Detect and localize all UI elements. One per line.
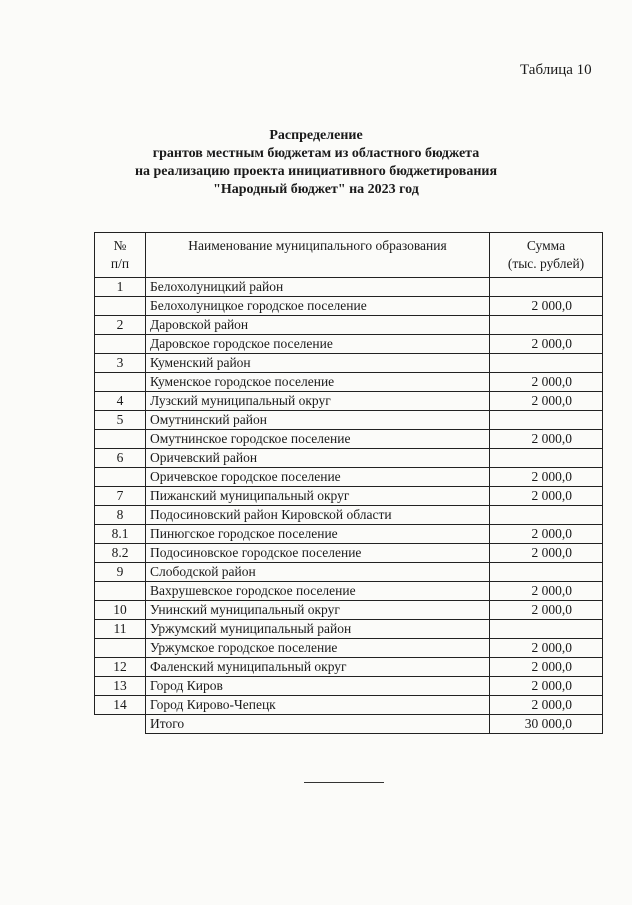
row-sum xyxy=(490,278,603,297)
table-row xyxy=(95,658,603,677)
row-number xyxy=(95,639,146,658)
document-title xyxy=(0,127,632,199)
row-number xyxy=(95,297,146,316)
row-name: Омутнинское городское поселение xyxy=(146,430,490,449)
row-name: Лузский муниципальный округ xyxy=(146,392,490,411)
row-name: Пижанский муниципальный округ xyxy=(146,487,490,506)
table-row xyxy=(95,335,603,354)
row-number: 8.2 xyxy=(95,544,146,563)
row-sum: 2 000,0 xyxy=(490,582,603,601)
table-header-row xyxy=(95,233,603,278)
row-number xyxy=(95,468,146,487)
row-name: Город Киров xyxy=(146,677,490,696)
row-sum: 2 000,0 xyxy=(490,544,603,563)
row-name: Белохолуницкий район xyxy=(146,278,490,297)
row-name: Пинюгское городское поселение xyxy=(146,525,490,544)
total-label: Итого xyxy=(146,715,490,734)
table-row xyxy=(95,392,603,411)
row-name: Даровской район xyxy=(146,316,490,335)
row-number xyxy=(95,373,146,392)
row-name: Уржумское городское поселение xyxy=(146,639,490,658)
row-number: 9 xyxy=(95,563,146,582)
table-row xyxy=(95,487,603,506)
row-number: 8.1 xyxy=(95,525,146,544)
table-row xyxy=(95,544,603,563)
table-row xyxy=(95,354,603,373)
row-name: Уржумский муниципальный район xyxy=(146,620,490,639)
row-sum: 2 000,0 xyxy=(490,658,603,677)
row-number: 2 xyxy=(95,316,146,335)
table-row xyxy=(95,316,603,335)
table-row xyxy=(95,278,603,297)
row-number xyxy=(95,430,146,449)
total-empty xyxy=(95,715,146,734)
row-sum xyxy=(490,506,603,525)
row-name: Даровское городское поселение xyxy=(146,335,490,354)
row-sum: 2 000,0 xyxy=(490,677,603,696)
total-sum: 30 000,0 xyxy=(490,715,603,734)
table-number: Таблица 10 xyxy=(520,62,592,78)
table-row xyxy=(95,620,603,639)
row-number: 14 xyxy=(95,696,146,715)
row-number: 7 xyxy=(95,487,146,506)
row-number: 3 xyxy=(95,354,146,373)
table-row xyxy=(95,430,603,449)
row-name: Омутнинский район xyxy=(146,411,490,430)
header-num xyxy=(95,233,146,278)
title-line: грантов местным бюджетам из областного бюджета xyxy=(152,146,480,161)
row-name: Куменское городское поселение xyxy=(146,373,490,392)
row-sum: 2 000,0 xyxy=(490,297,603,316)
row-sum xyxy=(490,411,603,430)
header-sum xyxy=(490,233,603,278)
row-number xyxy=(95,582,146,601)
row-sum xyxy=(490,354,603,373)
grants-table xyxy=(94,232,602,734)
row-sum xyxy=(490,316,603,335)
row-number: 13 xyxy=(95,677,146,696)
row-name: Куменский район xyxy=(146,354,490,373)
row-sum: 2 000,0 xyxy=(490,525,603,544)
table-row xyxy=(95,582,603,601)
row-sum xyxy=(490,563,603,582)
row-sum: 2 000,0 xyxy=(490,335,603,354)
row-name: Слободской район xyxy=(146,563,490,582)
row-sum: 2 000,0 xyxy=(490,392,603,411)
row-name: Фаленский муниципальный округ xyxy=(146,658,490,677)
title-line: Распределение xyxy=(269,128,363,143)
title-line: на реализацию проекта инициативного бюджетирования xyxy=(134,164,498,179)
row-name: Оричевский район xyxy=(146,449,490,468)
table-row xyxy=(95,411,603,430)
row-name: Оричевское городское поселение xyxy=(146,468,490,487)
row-sum xyxy=(490,449,603,468)
row-name: Подосиновский район Кировской области xyxy=(146,506,490,525)
row-number: 4 xyxy=(95,392,146,411)
table-row xyxy=(95,563,603,582)
row-number xyxy=(95,335,146,354)
table-row xyxy=(95,506,603,525)
row-number: 6 xyxy=(95,449,146,468)
row-name: Белохолуницкое городское поселение xyxy=(146,297,490,316)
total-row xyxy=(95,715,603,734)
row-number: 5 xyxy=(95,411,146,430)
table-row xyxy=(95,601,603,620)
row-sum: 2 000,0 xyxy=(490,696,603,715)
row-sum: 2 000,0 xyxy=(490,639,603,658)
row-number: 10 xyxy=(95,601,146,620)
row-sum: 2 000,0 xyxy=(490,430,603,449)
table-row xyxy=(95,696,603,715)
table-row xyxy=(95,639,603,658)
title-line: "Народный бюджет" на 2023 год xyxy=(213,182,419,197)
table-row xyxy=(95,468,603,487)
row-sum: 2 000,0 xyxy=(490,601,603,620)
row-sum: 2 000,0 xyxy=(490,487,603,506)
end-divider xyxy=(304,782,384,783)
row-name: Унинский муниципальный округ xyxy=(146,601,490,620)
row-number: 11 xyxy=(95,620,146,639)
table-row xyxy=(95,373,603,392)
row-sum: 2 000,0 xyxy=(490,373,603,392)
table-row xyxy=(95,525,603,544)
row-number: 12 xyxy=(95,658,146,677)
header-sum-line2: (тыс. рублей) xyxy=(507,256,585,271)
header-name: Наименование муниципального образования xyxy=(146,233,490,278)
header-num-line1: № xyxy=(113,238,127,253)
row-sum: 2 000,0 xyxy=(490,468,603,487)
row-name: Город Кирово-Чепецк xyxy=(146,696,490,715)
header-num-line2: п/п xyxy=(110,256,130,271)
header-sum-line1: Сумма xyxy=(526,238,566,253)
table-row xyxy=(95,449,603,468)
row-sum xyxy=(490,620,603,639)
row-number: 8 xyxy=(95,506,146,525)
table-row xyxy=(95,297,603,316)
row-number: 1 xyxy=(95,278,146,297)
row-name: Вахрушевское городское поселение xyxy=(146,582,490,601)
table-row xyxy=(95,677,603,696)
row-name: Подосиновское городское поселение xyxy=(146,544,490,563)
